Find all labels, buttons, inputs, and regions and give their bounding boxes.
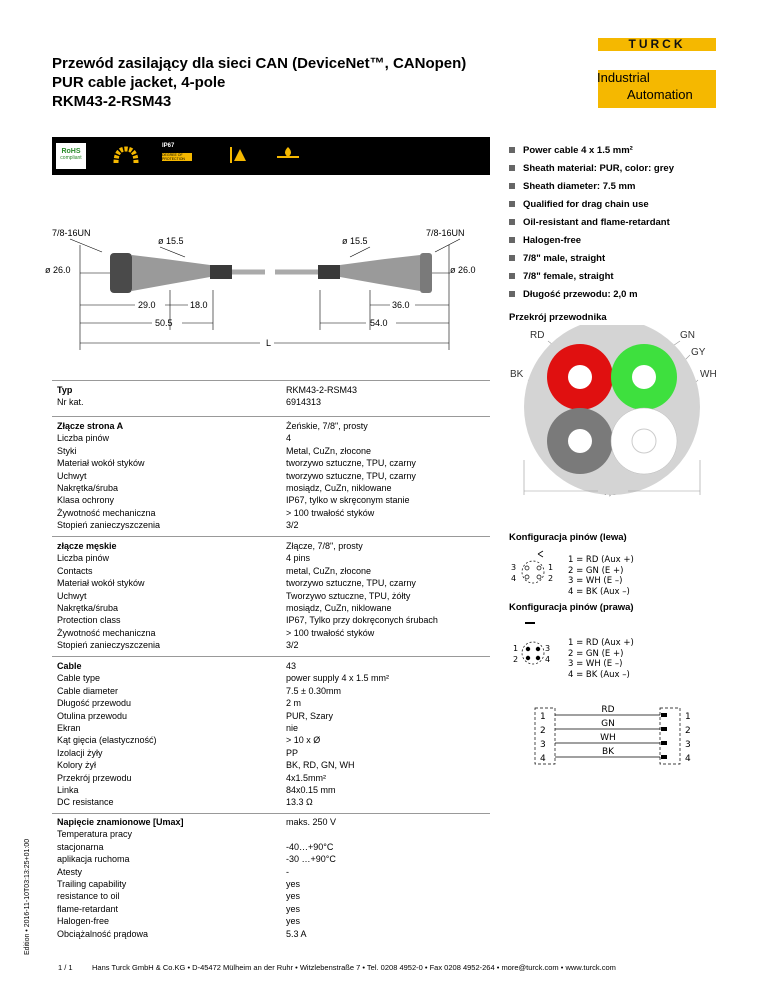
dim-L: L [266,338,272,348]
divider [52,416,490,417]
spec-labels-cable: Cable Cable type Cable diameter Długość przewodu Otulina przewodu Ekran Kąt gięcia (elastyczność) Izolacji żyły Kolory żył Przekrój przewodu Linka DC resistance [57,661,157,808]
page-number: 1 / 1 [58,963,73,972]
svg-text:2: 2 [685,726,691,736]
logo-subtitle-2: Automation [627,87,693,102]
approval-icon-bar [52,137,490,175]
feature-item: Halogen-free [509,235,581,246]
left-connector [110,253,232,293]
edition-stamp: Edition • 2016-11-10T03:13:25+01:00 [24,838,31,955]
title-line: PUR cable jacket, 4-pole [52,74,226,91]
dia-right-small: ø 15.5 [342,236,368,246]
product-title [52,54,466,111]
svg-text:2: 2 [513,655,519,664]
dim-36: 36.0 [392,300,410,310]
spec-values-side-a: Żeńskie, 7/8", prosty 4 Metal, CuZn, złocone tworzywo sztuczne, TPU, czarny tworzywo sztuczne, TPU, czarny mosiądz, CuZn, niklowane IP67, tylko w skręconym stanie > 100 trwałość styków 3/2 [286,421,416,531]
dia-left-big: ø 26.0 [45,265,71,275]
svg-text:3: 3 [511,563,517,572]
spec-labels-electrical: Napięcie znamionowe [Umax] Temperatura pracy stacjonarna aplikacja ruchoma Atesty Trailing capability resistance to oil flame-retardant Halogen-free Obciążalność prądowa [57,817,184,939]
logo-subtitle-1: Industrial [597,70,650,85]
thread-right-label: 7/8-16UN [426,228,465,238]
feature-item: Qualified for drag chain use [509,199,649,210]
svg-text:GN: GN [601,719,615,729]
dia-left-small: ø 15.5 [158,236,184,246]
spec-labels-side-a: Złącze strona A Liczba pinów Styki Materiał wokół styków Uchwyt Nakrętka/śruba Klasa ochrony Żywotność mechaniczna Stopień zanieczyszczenia [57,421,161,531]
svg-text:3: 3 [540,740,546,750]
divider [52,536,490,537]
title-line: RKM43-2-RSM43 [52,93,172,110]
feature-item: 7/8" female, straight [509,271,614,282]
feature-item: Power cable 4 x 1.5 mm² [509,145,633,156]
divider [52,813,490,814]
title-line: Przewód zasilający dla sieci CAN (DeviceNet™, CANopen) [52,55,467,72]
svg-text:1: 1 [685,712,691,722]
spec-values-male: Złącze, 7/8", prosty 4 pins metal, CuZn, złocone tworzywo sztuczne, TPU, czarny Tworzywo sztuczne, TPU, żółty mosiądz, CuZn, niklowane IP67, Tylko przy dokręconych śrubach > 100 trwałość styków 3/2 [286,541,438,651]
drag-chain-icon [112,143,140,169]
spec-values-cable: 43 power supply 4 x 1.5 mm² 7.5 ± 0.30mm 2 m PUR, Szary nie > 10 x Ø PP BK, RD, GN, WH 4x1.5mm² 84x0.15 mm 13.3 Ω [286,661,390,808]
bk-label: BK [510,369,524,380]
svg-text:WH: WH [600,733,616,743]
flame-retardant-icon [274,143,302,169]
svg-text:3: 3 [685,740,691,750]
feature-item: Sheath material: PUR, color: grey [509,163,674,174]
feature-item: Oil-resistant and flame-retardant [509,217,670,228]
thread-left-label: 7/8-16UN [52,228,91,238]
cross-section-diagram [508,325,718,520]
svg-text:4: 4 [511,574,517,583]
ip67-icon: IP67 DEGREE OF PROTECTION [162,143,192,169]
dia-right-big: ø 26.0 [450,265,476,275]
svg-text:4: 4 [545,655,551,664]
spec-values-electrical: maks. 250 V -40…+90°C -30 …+90°C - yes yes yes yes 5.3 A [286,817,337,939]
right-connector [318,253,432,293]
spec-labels-typ: Typ Nr kat. [57,385,84,408]
spec-values-typ: RKM43-2-RSM43 6914313 [286,385,358,408]
cable-dimension-drawing [40,215,490,365]
svg-text:2: 2 [548,574,554,583]
pin-left-legend: 1 = RD (Aux +) 2 = GN (E +) 3 = WH (E –) 4 = BK (Aux –) [568,555,634,597]
pin-right-title: Konfiguracja pinów (prawa) [509,602,634,613]
cable-jacket [524,325,700,495]
pin-right-diagram [505,618,565,668]
wh-label: WH [700,369,717,380]
pin-left-title: Konfiguracja pinów (lewa) [509,532,627,543]
wiring-diagram [530,702,700,768]
dim-29: 29.0 [138,300,156,310]
pin-right-legend: 1 = RD (Aux +) 2 = GN (E +) 3 = WH (E –) 4 = BK (Aux –) [568,638,634,680]
dim-50: 50.5 [155,318,173,328]
divider [52,656,490,657]
gy-label: GY [691,347,706,358]
svg-text:2: 2 [540,726,546,736]
cross-section-title: Przekrój przewodnika [509,312,607,323]
svg-text:3: 3 [545,644,551,653]
svg-text:1: 1 [540,712,546,722]
rohs-icon: RoHS compliant [56,143,86,169]
feature-item: Długość przewodu: 2,0 m [509,289,638,300]
feature-item: Sheath diameter: 7.5 mm [509,181,635,192]
turck-logo: TURCK [598,38,716,51]
svg-text:4: 4 [540,754,546,764]
svg-text:BK: BK [601,747,615,757]
spec-labels-male: złącze męskie Liczba pinów Contacts Materiał wokół styków Uchwyt Nakrętka/śruba Protection class Żywotność mechaniczna Stopień zanieczyszczenia [57,541,161,651]
svg-text:1: 1 [548,563,554,572]
feature-item: 7/8" male, straight [509,253,605,264]
dim-18: 18.0 [190,300,208,310]
svg-text:RD: RD [601,705,615,715]
company-address: Hans Turck GmbH & Co.KG • D-45472 Mülheim an der Ruhr • Witzlebenstraße 7 • Tel. 0208 4952-0 • Fax 0208 4952-264 • more@turck.com • www.turck.com [92,963,616,972]
svg-text:4: 4 [685,754,691,764]
divider [52,380,490,381]
rd-label: RD [530,330,545,341]
oil-resistant-icon [222,143,250,169]
pin-left-diagram [505,549,565,589]
dim-54: 54.0 [370,318,388,328]
svg-text:1: 1 [513,644,519,653]
gn-label: GN [680,330,695,341]
